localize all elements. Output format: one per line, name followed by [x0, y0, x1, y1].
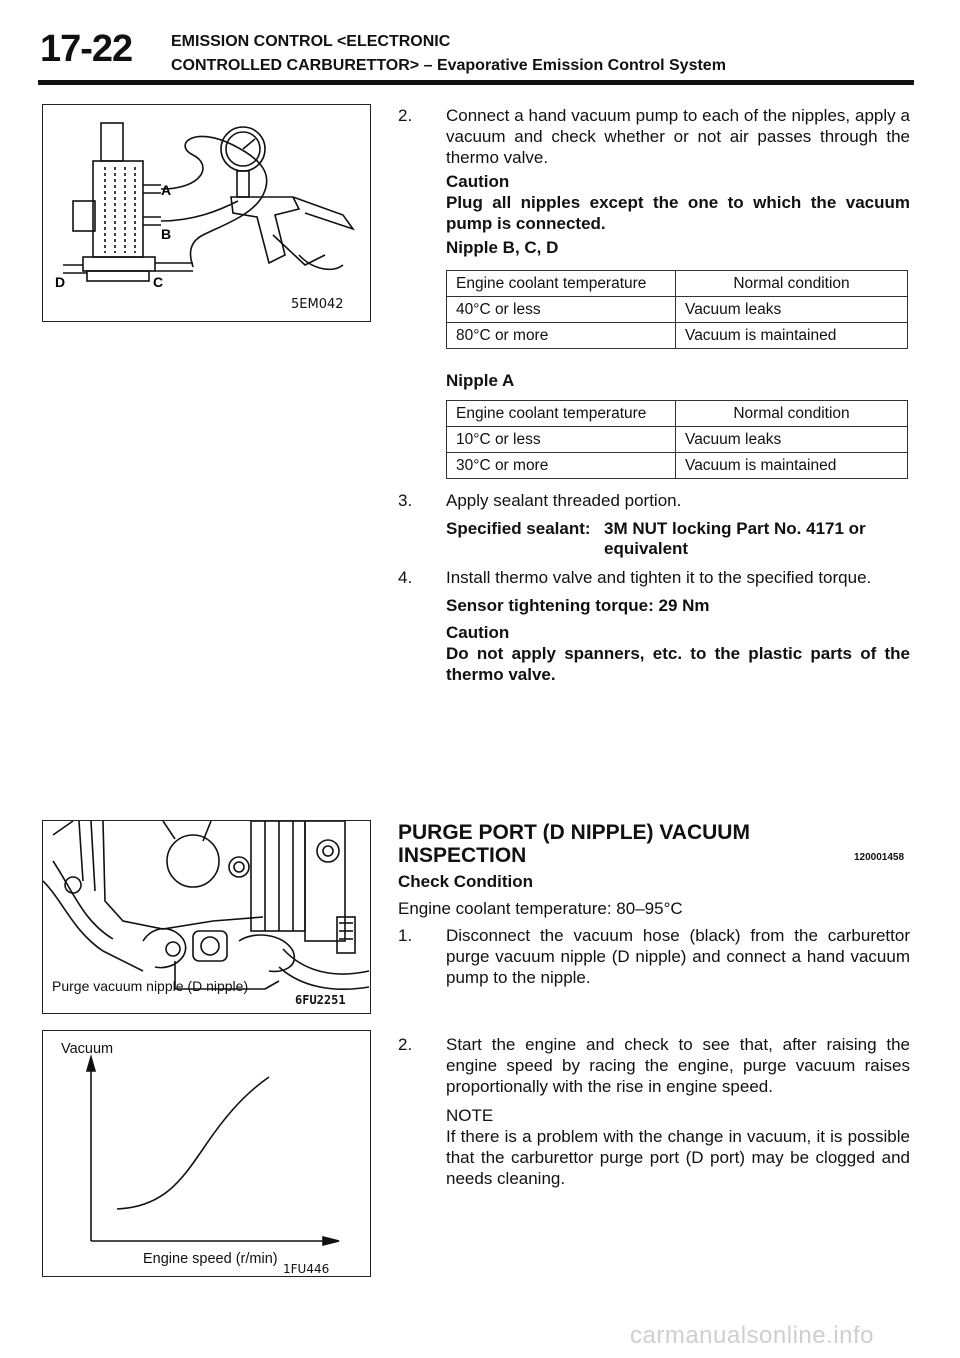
graph-x-label: Engine speed (r/min)	[143, 1251, 278, 1267]
step2-number: 2.	[398, 106, 413, 125]
header-title-line2: CONTROLLED CARBURETTOR> – Evaporative Emission Control System	[171, 57, 726, 74]
note-title: NOTE	[446, 1106, 494, 1125]
table-row	[447, 323, 908, 349]
step4-caution-text: Do not apply spanners, etc. to the plastic parts of the thermo valve.	[446, 644, 910, 684]
step4-text: Install thermo valve and tighten it to the specified torque.	[446, 568, 872, 587]
check-condition-text: Engine coolant temperature: 80–95°C	[398, 899, 683, 918]
header-title-line1: EMISSION CONTROL <ELECTRONIC	[171, 33, 451, 50]
figure-purge-nipple	[42, 820, 371, 1014]
table-bcd-title: Nipple B, C, D	[446, 238, 559, 257]
table-cell: Vacuum is maintained	[676, 453, 908, 479]
table-header-cell: Normal condition	[676, 401, 908, 427]
header-rule	[38, 80, 914, 85]
table-header-cell: Normal condition	[676, 271, 908, 297]
sealant-label: Specified sealant:	[446, 519, 591, 538]
note-text: If there is a problem with the change in vacuum, it is possible that the carburettor purge port (D port) may be clogged and needs cleaning.	[446, 1127, 910, 1188]
step2-caution-text: Plug all nipples except the one to which the vacuum pump is connected.	[446, 193, 910, 233]
step2-caution-title: Caution	[446, 172, 510, 191]
step3-text: Apply sealant threaded portion.	[446, 491, 682, 510]
table-row	[447, 401, 908, 427]
table-header-cell: Engine coolant temperature	[447, 271, 676, 297]
nipple-label-b: B	[161, 226, 172, 242]
vacuum-curve	[117, 1077, 269, 1209]
step4-number: 4.	[398, 568, 413, 587]
table-a	[446, 400, 908, 479]
nipple-label-d: D	[55, 274, 66, 290]
table-row	[447, 427, 908, 453]
section2-step2-number: 2.	[398, 1035, 413, 1054]
x-axis-arrow	[323, 1237, 339, 1245]
table-a-title: Nipple A	[446, 371, 515, 390]
torque-spec: Sensor tightening torque: 29 Nm	[446, 596, 710, 615]
vacuum-engine-speed-graph	[43, 1031, 370, 1276]
step4-caution-title: Caution	[446, 623, 510, 642]
nipple-label-a: A	[161, 182, 172, 198]
table-header-cell: Engine coolant temperature	[447, 401, 676, 427]
figure2-caption: Purge vacuum nipple (D nipple)	[52, 978, 249, 994]
table-cell: 30°C or more	[447, 453, 676, 479]
graph-y-label: Vacuum	[61, 1041, 114, 1057]
figure3-code: 1FU446	[283, 1262, 330, 1276]
y-axis-arrow	[87, 1057, 95, 1071]
thermo-valve-illustration	[43, 105, 370, 321]
table-row	[447, 453, 908, 479]
figure-vacuum-graph	[42, 1030, 371, 1277]
section-title-line2: INSPECTION	[398, 844, 527, 867]
section-title-line1: PURGE PORT (D NIPPLE) VACUUM	[398, 821, 750, 844]
table-cell: 10°C or less	[447, 427, 676, 453]
section-code: 120001458	[854, 852, 905, 863]
table-row	[447, 271, 908, 297]
section2-step2-text: Start the engine and check to see that, after raising the engine speed by racing the engine, purge vacuum raises proportionally with the rise in engine speed.	[446, 1035, 910, 1096]
table-cell: Vacuum leaks	[676, 297, 908, 323]
step3-number: 3.	[398, 491, 413, 510]
figure1-code: 5EM042	[291, 297, 344, 312]
table-bcd	[446, 270, 908, 349]
check-condition-title: Check Condition	[398, 872, 534, 891]
sealant-value-line2: equivalent	[604, 539, 689, 558]
table-cell: 80°C or more	[447, 323, 676, 349]
table-row	[447, 297, 908, 323]
sealant-value-line1: 3M NUT locking Part No. 4171 or	[604, 519, 866, 538]
table-cell: 40°C or less	[447, 297, 676, 323]
watermark: carmanualsonline.info	[630, 1322, 874, 1349]
section2-step1-number: 1.	[398, 926, 413, 945]
page-number: 17-22	[40, 28, 133, 70]
step2-text: Connect a hand vacuum pump to each of the nipples, apply a vacuum and check whether or not air passes through the thermo valve.	[446, 106, 910, 167]
nipple-label-c: C	[153, 274, 164, 290]
figure-thermo-valve	[42, 104, 371, 322]
table-cell: Vacuum is maintained	[676, 323, 908, 349]
table-cell: Vacuum leaks	[676, 427, 908, 453]
figure2-code: 6FU2251	[295, 993, 346, 1007]
section2-step1-text: Disconnect the vacuum hose (black) from the carburettor purge vacuum nipple (D nipple) and connect a hand vacuum pump to the nipple.	[446, 926, 910, 987]
